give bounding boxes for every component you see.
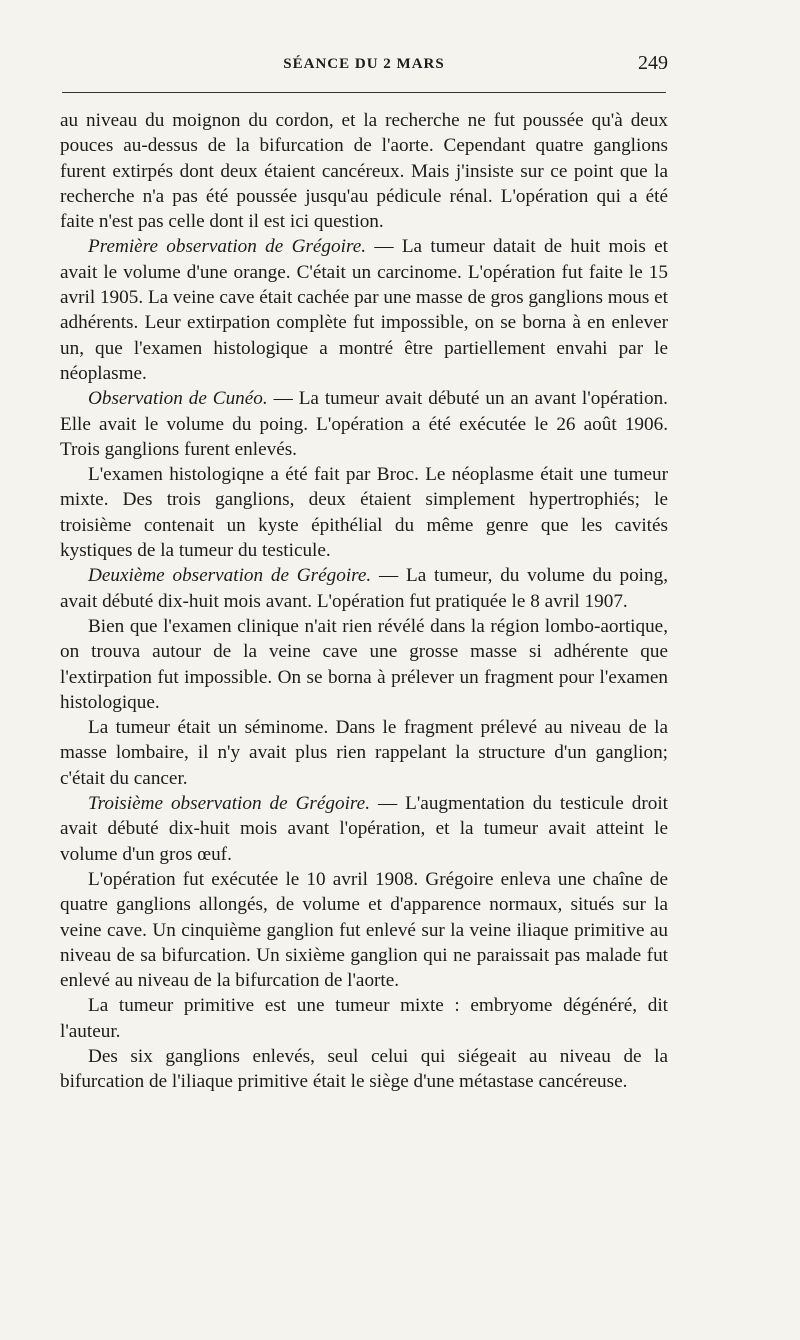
paragraph-text: — La tumeur, du volume du poing, avait débuté dix-huit mois avant. L'opération fut pratiquée le 8 avril 1907. <box>60 565 668 612</box>
paragraph-text: — L'augmentation du testicule droit avait débuté dix-huit mois avant l'opération, et la tumeur avait atteint le volume d'un gros œuf. <box>60 793 668 865</box>
paragraph-text: La tumeur primitive est une tumeur mixte : embryome dégénéré, dit l'auteur. <box>60 995 668 1042</box>
page-number: 249 <box>638 52 668 74</box>
observation-heading: Observation de Cunéo. <box>88 388 268 410</box>
paragraph <box>60 462 668 563</box>
observation-heading: Première observation de Grégoire. <box>88 236 367 258</box>
paragraph <box>60 234 668 386</box>
paragraph <box>60 563 668 614</box>
paragraph <box>60 614 668 715</box>
paragraph <box>60 1044 668 1095</box>
paragraph <box>60 791 668 867</box>
paragraph-text: au niveau du moignon du cordon, et la recherche ne fut poussée qu'à deux pouces au-dessus de la bifurcation de l'aorte. Cependant quatre ganglions furent extirpés dont deux étaient cancéreux. Mais j'insiste sur ce point que la recherche n'a pas été poussée jusqu'au pédicule rénal. L'opération qui a été faite n'est pas celle dont il est ici question. <box>60 110 668 233</box>
body-text <box>60 108 668 1095</box>
header-rule <box>62 92 666 93</box>
paragraph <box>60 386 668 462</box>
paragraph <box>60 108 668 234</box>
paragraph <box>60 867 668 993</box>
paragraph-text: L'opération fut exécutée le 10 avril 1908. Grégoire enleva une chaîne de quatre ganglions allongés, de volume et d'apparence normaux, situés sur la veine cave. Un cinquième ganglion fut enlevé sur la veine iliaque primitive au niveau de sa bifurcation. Un sixième ganglion qui ne paraissait pas malade fut enlevé au niveau de la bifurcation de l'aorte. <box>60 868 668 992</box>
paragraph-text: Bien que l'examen clinique n'ait rien révélé dans la région lombo-aortique, on trouva autour de la veine cave une grosse masse si adhérente que l'extirpation fut impossible. On se borna à prélever un fragment pour l'examen histologique. <box>60 615 668 713</box>
paragraph-text: Des six ganglions enlevés, seul celui qui siégeait au niveau de la bifurcation de l'iliaque primitive était le siège d'une métastase cancéreuse. <box>60 1045 668 1093</box>
paragraph <box>60 715 668 791</box>
running-title: SÉANCE DU 2 MARS <box>283 56 445 72</box>
paragraph <box>60 993 668 1044</box>
observation-heading: Deuxième observation de Grégoire. <box>88 565 372 587</box>
paragraph-text: La tumeur était un séminome. Dans le fragment prélevé au niveau de la masse lombaire, il n'y avait plus rien rappelant la structure d'un ganglion; c'était du cancer. <box>60 717 668 789</box>
paragraph-text: L'examen histologiqne a été fait par Broc. Le néoplasme était une tumeur mixte. Des trois ganglions, deux étaient simplement hypertrophiés; le troisième contenait un kyste épithélial du même genre que les cavités kystiques de la tumeur du testicule. <box>60 464 668 562</box>
page-header <box>60 52 668 82</box>
observation-heading: Troisième observation de Grégoire. <box>88 793 371 815</box>
paragraph-text: — La tumeur datait de huit mois et avait le volume d'une orange. C'était un carcinome. L'opération fut faite le 15 avril 1905. La veine cave était cachée par une masse de gros ganglions mous et adhérents. Leur extirpation complète fut impossible, on se borna à en enlever un, que l'examen histologique a montré être partiellement envahi par le néoplasme. <box>60 236 669 384</box>
paragraph-text: — La tumeur avait débuté un an avant l'opération. Elle avait le volume du poing. L'opération a été exécutée le 26 août 1906. Trois ganglions furent enlevés. <box>60 388 668 460</box>
